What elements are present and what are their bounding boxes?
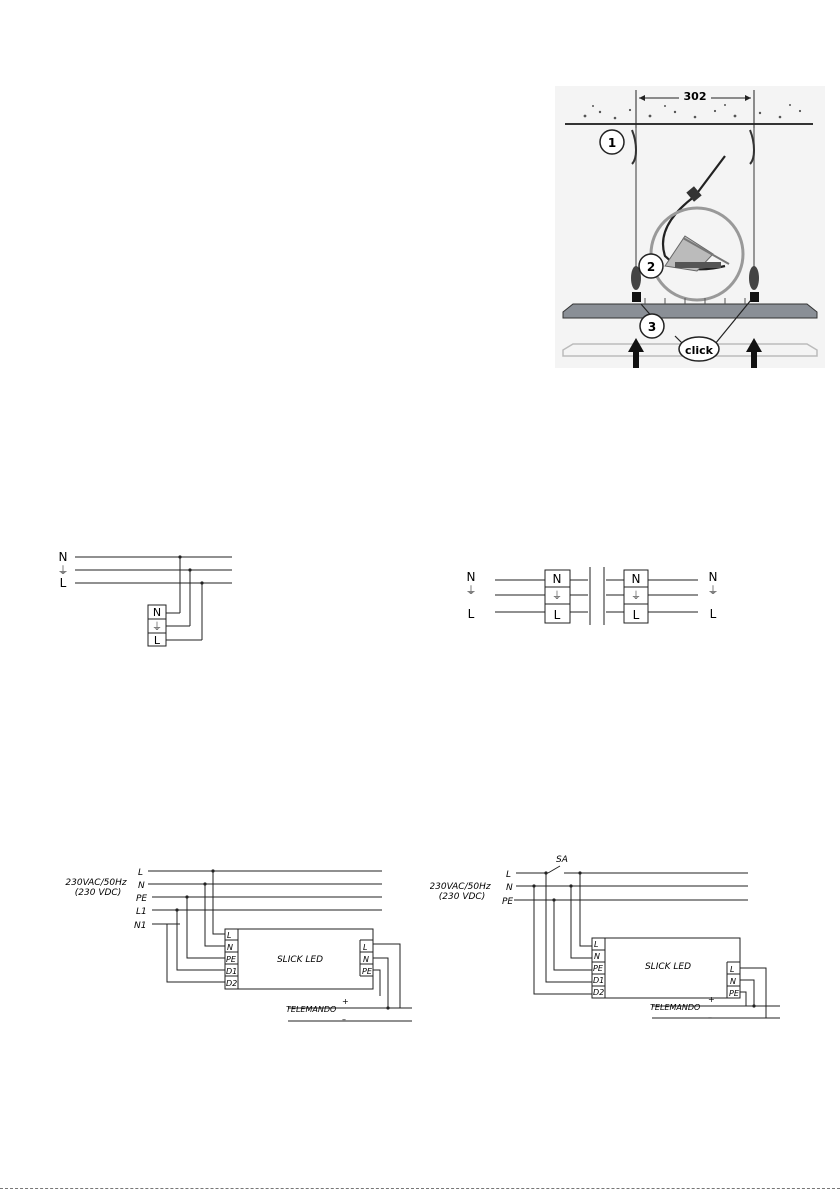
svg-text:2: 2 <box>646 260 656 274</box>
svg-text:L: L <box>138 868 144 878</box>
wiring-diagram-telemando <box>60 862 420 1028</box>
svg-text:L: L <box>553 608 561 622</box>
svg-text:⏚: ⏚ <box>707 584 719 597</box>
installation-drawing <box>555 86 825 368</box>
svg-text:click: click <box>685 344 713 357</box>
svg-text:(230 VDC): (230 VDC) <box>74 888 122 898</box>
svg-text:D2: D2 <box>226 979 238 988</box>
line-label-l: L <box>59 576 67 590</box>
svg-text:–: – <box>708 1013 712 1022</box>
supply-label: 230VAC/50Hz <box>65 878 127 888</box>
svg-text:D1: D1 <box>593 976 605 985</box>
page-bottom-rule <box>0 1188 840 1189</box>
terminal-block <box>148 605 166 647</box>
step-2-callout <box>639 254 663 278</box>
switch-label: SA <box>556 855 568 865</box>
svg-text:PE: PE <box>136 894 148 904</box>
svg-text:L: L <box>632 608 640 622</box>
line-label-earth: ⏚ <box>57 564 69 577</box>
svg-text:L: L <box>153 634 161 647</box>
svg-text:N1: N1 <box>134 921 147 931</box>
svg-text:N: N <box>552 572 562 586</box>
svg-text:D1: D1 <box>226 967 238 976</box>
through-connection-diagram <box>458 565 728 627</box>
svg-text:L: L <box>363 943 368 952</box>
svg-text:N: N <box>138 881 145 891</box>
terminal-block-out <box>624 570 648 623</box>
svg-text:3: 3 <box>647 320 657 334</box>
svg-text:L: L <box>506 870 512 880</box>
svg-text:L: L <box>730 965 735 974</box>
svg-text:N: N <box>594 952 600 961</box>
svg-text:L: L <box>227 931 232 940</box>
terminal-block-in <box>545 570 570 623</box>
svg-text:L: L <box>594 940 599 949</box>
installation-illustration <box>555 86 825 368</box>
switch-contact <box>548 866 560 873</box>
svg-text:L: L <box>467 607 475 621</box>
svg-text:1: 1 <box>607 136 617 150</box>
svg-text:PE: PE <box>362 967 372 976</box>
svg-text:SLICK LED: SLICK LED <box>644 962 692 972</box>
step-1-callout <box>600 130 624 154</box>
line-label-n: N <box>58 550 68 564</box>
dimension-label: 302 <box>683 90 707 103</box>
wiring-diagram-switch <box>430 852 790 1028</box>
svg-text:N: N <box>466 570 476 584</box>
svg-text:D2: D2 <box>593 988 605 997</box>
svg-text:N: N <box>506 883 513 893</box>
device-label: SLICK LED <box>276 955 324 965</box>
svg-text:N: N <box>363 955 369 964</box>
svg-text:⏚: ⏚ <box>465 584 477 597</box>
svg-text:PE: PE <box>502 897 514 907</box>
svg-text:N: N <box>631 572 641 586</box>
svg-text:–: – <box>342 1015 346 1024</box>
svg-text:⏚: ⏚ <box>631 591 641 602</box>
svg-text:N: N <box>227 943 233 952</box>
svg-text:PE: PE <box>593 964 603 973</box>
svg-text:L: L <box>709 607 717 621</box>
svg-text:N: N <box>708 570 718 584</box>
svg-text:L1: L1 <box>136 907 147 917</box>
svg-text:N: N <box>152 606 162 619</box>
svg-text:(230 VDC): (230 VDC) <box>438 892 486 902</box>
single-connection-diagram <box>50 548 245 653</box>
svg-text:230VAC/50Hz: 230VAC/50Hz <box>430 882 491 892</box>
svg-text:+: + <box>342 997 349 1006</box>
svg-text:+: + <box>708 995 715 1004</box>
svg-text:PE: PE <box>729 989 739 998</box>
svg-text:N: N <box>730 977 736 986</box>
svg-text:⏚: ⏚ <box>552 591 562 602</box>
telemando-label: TELEMANDO <box>286 1005 337 1014</box>
svg-text:PE: PE <box>226 955 236 964</box>
slick-led-driver <box>592 938 740 998</box>
slick-led-driver <box>225 929 373 989</box>
svg-text:⏚: ⏚ <box>152 622 162 633</box>
svg-text:TELEMANDO: TELEMANDO <box>650 1003 701 1012</box>
